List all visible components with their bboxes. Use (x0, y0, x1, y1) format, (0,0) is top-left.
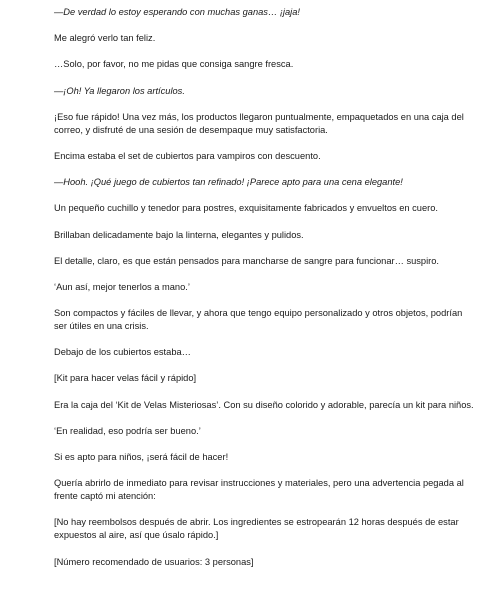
paragraph: Me alegró verlo tan feliz. (54, 33, 156, 44)
paragraph: Encima estaba el set de cubiertos para vampiros con descuento. (54, 150, 321, 161)
paragraph: Quería abrirlo de inmediato para revisar instrucciones y materiales, pero una advertencia pegada al frente captó mi atención: (54, 478, 464, 502)
paragraph: Brillaban delicadamente bajo la linterna, elegantes y pulidos. (54, 229, 304, 240)
paragraph: Si es apto para niños, ¡será fácil de hacer! (54, 452, 229, 462)
document-body (54, 6, 474, 582)
paragraph: ‘En realidad, eso podría ser bueno.’ (54, 425, 201, 436)
paragraph: …Solo, por favor, no me pidas que consiga sangre fresca. (54, 59, 294, 70)
paragraph: ¡Eso fue rápido! Una vez más, los productos llegaron puntualmente, empaquetados en una caja del correo, y disfruté de una sesión de desempaque muy satisfactoria. (54, 111, 464, 135)
paragraph: —De verdad lo estoy esperando con muchas ganas… ¡jaja! (54, 7, 300, 17)
paragraph: El detalle, claro, es que están pensados para mancharse de sangre para funcionar… suspiro. (54, 255, 440, 266)
paragraph: [No hay reembolsos después de abrir. Los ingredientes se estropearán 12 horas después de estar expuestos al aire, así que úsalo rápido.] (54, 517, 459, 541)
paragraph: —Hooh. ¡Qué juego de cubiertos tan refinado! ¡Parece apto para una cena elegante! (54, 177, 403, 188)
paragraph: [Número recomendado de usuarios: 3 personas] (54, 556, 254, 567)
paragraph: ‘Aun así, mejor tenerlos a mano.’ (54, 281, 190, 292)
paragraph: Debajo de los cubiertos estaba… (54, 347, 191, 358)
paragraph: Un pequeño cuchillo y tenedor para postres, exquisitamente fabricados y envueltos en cuero. (54, 203, 438, 214)
paragraph: Son compactos y fáciles de llevar, y ahora que tengo equipo personalizado y otros objetos, podrían ser útiles en una crisis. (54, 308, 463, 332)
paragraph: —¡Oh! Ya llegaron los artículos. (54, 85, 185, 96)
paragraph: Era la caja del ‘Kit de Velas Misteriosas’. Con su diseño colorido y adorable, parecía un kit para niños. (54, 399, 474, 410)
paragraph: [Kit para hacer velas fácil y rápido] (54, 373, 197, 384)
